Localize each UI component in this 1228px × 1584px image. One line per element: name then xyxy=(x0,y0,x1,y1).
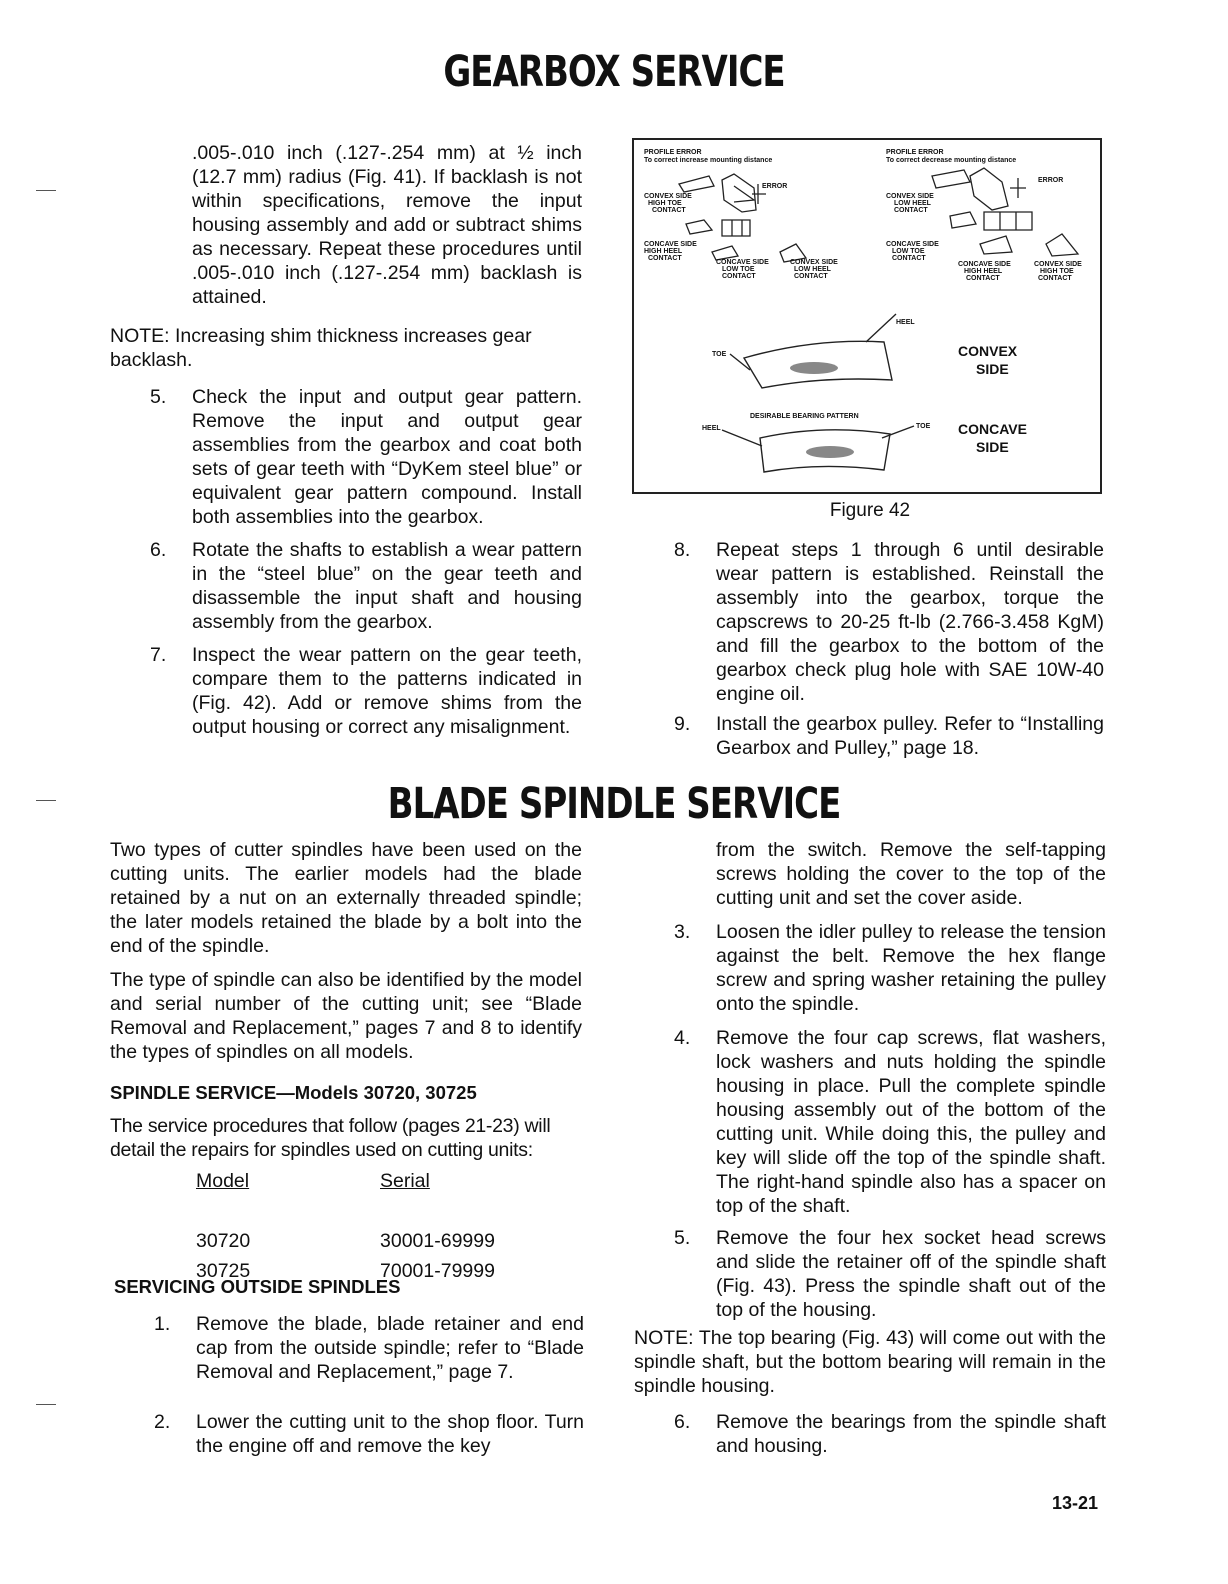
svg-text:CONVEX SIDE: CONVEX SIDE xyxy=(1034,261,1082,268)
table-header-row xyxy=(196,1166,495,1196)
svg-text:CONTACT: CONTACT xyxy=(1038,275,1072,282)
step-number: 7. xyxy=(150,644,167,666)
step-text: Remove the blade, blade retainer and end cap from the outside spindle; refer to “Blade Removal and Replacement,” page 7. xyxy=(196,1313,584,1383)
note-bearing: NOTE: The top bearing (Fig. 43) will come out with the spindle shaft, but the bottom bearing will remain in the spindle housing. xyxy=(634,1327,1106,1397)
svg-text:LOW TOE: LOW TOE xyxy=(722,266,755,273)
svg-text:CONCAVE SIDE: CONCAVE SIDE xyxy=(958,261,1011,268)
figure-caption: Figure 42 xyxy=(829,500,911,521)
step-number: 8. xyxy=(674,539,691,561)
step-9 xyxy=(674,712,1104,760)
step-number: 1. xyxy=(154,1313,171,1335)
svg-text:CONTACT: CONTACT xyxy=(794,273,828,280)
spindle-paragraph-1: Two types of cutter spindles have been used on the cutting units. The earlier models had the blade retained by a nut on an externally threaded spindle; the later models retained the blade by a bolt into the end of the spindle. xyxy=(110,839,582,957)
svg-text:CONTACT: CONTACT xyxy=(648,255,682,262)
step-text: Repeat steps 1 through 6 until desirable wear pattern is established. Reinstall the assembly into the gearbox, torque the capscrews to 20-25 ft-lb (2.766-3.458 KgM) and fill the gearbox to the bottom of the gearbox check plug hole with SAE 10W-40 engine oil. xyxy=(716,539,1104,705)
concave-side-label: SIDE xyxy=(976,439,1009,455)
column-header-serial: Serial xyxy=(380,1169,430,1192)
step-6 xyxy=(150,538,582,634)
subheading-outside-spindles: SERVICING OUTSIDE SPINDLES xyxy=(114,1276,401,1297)
svg-text:HIGH TOE: HIGH TOE xyxy=(648,200,682,207)
margin-mark xyxy=(36,1404,56,1405)
subheading-spindle-service: SPINDLE SERVICE—Models 30720, 30725 xyxy=(110,1082,477,1103)
step-5 xyxy=(150,385,582,529)
table-cell-model: 30720 xyxy=(196,1229,251,1252)
svg-text:HIGH HEEL: HIGH HEEL xyxy=(644,248,683,255)
concave-label: CONCAVE xyxy=(958,421,1027,437)
step-number: 3. xyxy=(674,921,691,943)
svg-text:CONVEX SIDE: CONVEX SIDE xyxy=(886,193,934,200)
step-number: 5. xyxy=(674,1227,691,1249)
svg-text:LOW TOE: LOW TOE xyxy=(892,248,925,255)
svg-text:HIGH TOE: HIGH TOE xyxy=(1040,268,1074,275)
left-profile-error: PROFILE ERROR xyxy=(644,149,702,156)
svg-text:CONTACT: CONTACT xyxy=(894,207,928,214)
convex-heel-label: HEEL xyxy=(896,319,915,326)
step-6-spindle xyxy=(674,1410,1106,1458)
svg-text:LOW HEEL: LOW HEEL xyxy=(894,200,931,207)
svg-text:CONTACT: CONTACT xyxy=(722,273,756,280)
step-number: 6. xyxy=(150,539,167,561)
right-profile-error: PROFILE ERROR xyxy=(886,149,944,156)
figure-42-gear-patterns xyxy=(632,138,1102,494)
convex-label: CONVEX xyxy=(958,343,1018,359)
step-8 xyxy=(674,538,1104,706)
svg-text:CONTACT: CONTACT xyxy=(652,207,686,214)
svg-text:CONCAVE SIDE: CONCAVE SIDE xyxy=(716,259,769,266)
heading-gearbox-service: GEARBOX SERVICE xyxy=(443,47,785,97)
convex-contact-pattern xyxy=(790,362,838,374)
step-2 xyxy=(154,1410,584,1458)
step-text: Lower the cutting unit to the shop floor. Turn the engine off and remove the key xyxy=(196,1411,584,1457)
convex-tooth-drawing xyxy=(730,314,896,388)
svg-text:LOW HEEL: LOW HEEL xyxy=(794,266,831,273)
step-number: 4. xyxy=(674,1027,691,1049)
page-number: 13-21 xyxy=(1052,1493,1099,1513)
step-1 xyxy=(154,1312,584,1384)
column-header-model: Model xyxy=(196,1169,250,1192)
step-number: 2. xyxy=(154,1411,171,1433)
table-cell-model: 30725 xyxy=(196,1259,251,1282)
svg-text:CONVEX SIDE: CONVEX SIDE xyxy=(644,193,692,200)
convex-side-label: SIDE xyxy=(976,361,1009,377)
left-error-label: ERROR xyxy=(762,183,788,190)
margin-mark xyxy=(36,190,56,191)
step-4 xyxy=(674,1026,1106,1218)
concave-toe-label: TOE xyxy=(916,423,931,430)
model-serial-table xyxy=(196,1166,495,1286)
right-error-label: ERROR xyxy=(1038,177,1064,184)
step-text: Check the input and output gear pattern. Remove the input and output gear assemblies from the gearbox and coat both sets of gear teeth with “DyKem steel blue” or equivalent gear pattern compound. Install both assemblies into the gearbox. xyxy=(192,386,582,528)
gear-pattern-diagram xyxy=(634,140,1100,492)
step-text: Loosen the idler pulley to release the tension against the belt. Remove the hex flange screw and spring washer retaining the pulley onto the spindle. xyxy=(716,921,1106,1015)
svg-text:HIGH HEEL: HIGH HEEL xyxy=(964,268,1003,275)
right-profile-sub: To correct decrease mounting distance xyxy=(886,157,1017,164)
step-text: Remove the four cap screws, flat washers, lock washers and nuts holding the spindle housing in place. Pull the complete spindle housing assembly out of the bottom of the cutting unit. While doing this, the pulley and key will slide off the top of the spindle shaft. The right-hand spindle also has a spacer on top of the shaft. xyxy=(716,1027,1106,1217)
step-3 xyxy=(674,920,1106,1016)
heading-blade-spindle-service: BLADE SPINDLE SERVICE xyxy=(387,779,841,829)
step-number: 5. xyxy=(150,386,167,408)
note-backlash: NOTE: Increasing shim thickness increases gear backlash. xyxy=(110,325,532,371)
step-5-spindle xyxy=(674,1226,1106,1322)
step-number: 6. xyxy=(674,1411,691,1433)
step-7 xyxy=(150,643,582,739)
convex-toe-label: TOE xyxy=(712,351,727,358)
svg-text:CONCAVE SIDE: CONCAVE SIDE xyxy=(644,241,697,248)
step-2-continuation: from the switch. Remove the self-tapping screws holding the cover to the top of the cutting unit and set the cover aside. xyxy=(716,839,1106,909)
step-number: 9. xyxy=(674,713,691,735)
step-text: Inspect the wear pattern on the gear teeth, compare them to the patterns indicated in (Fig. 42). Add or remove shims from the output housing or correct any misalignment. xyxy=(192,644,582,738)
concave-contact-pattern xyxy=(806,446,854,458)
desirable-pattern-label: DESIRABLE BEARING PATTERN xyxy=(750,413,859,420)
spindle-paragraph-3: The service procedures that follow (pages 21-23) will detail the repairs for spindles used on cutting units: xyxy=(110,1115,551,1161)
step-text: Rotate the shafts to establish a wear pattern in the “steel blue” on the gear teeth and disassemble the input shaft and housing assembly from the gearbox. xyxy=(192,539,582,633)
step-text: Remove the bearings from the spindle shaft and housing. xyxy=(716,1411,1106,1457)
table-cell-serial: 70001-79999 xyxy=(380,1259,495,1282)
svg-text:CONTACT: CONTACT xyxy=(892,255,926,262)
concave-heel-label: HEEL xyxy=(702,425,721,432)
table-row xyxy=(196,1226,495,1256)
svg-text:CONVEX SIDE: CONVEX SIDE xyxy=(790,259,838,266)
svg-text:CONTACT: CONTACT xyxy=(966,275,1000,282)
step-text: Remove the four hex socket head screws and slide the retainer off of the spindle shaft (Fig. 43). Press the spindle shaft out of the top of the housing. xyxy=(716,1227,1106,1321)
table-cell-serial: 30001-69999 xyxy=(380,1229,495,1252)
step-text: Install the gearbox pulley. Refer to “Installing Gearbox and Pulley,” page 18. xyxy=(716,713,1104,759)
intro-paragraph: .005-.010 inch (.127-.254 mm) at ½ inch (12.7 mm) radius (Fig. 41). If backlash is not within specifications, remove the input housing assembly and add or subtract shims as necessary. Repeat these procedures until .005-.010 inch (.127-.254 mm) backlash is attained. xyxy=(192,142,582,308)
spindle-paragraph-2: The type of spindle can also be identified by the model and serial number of the cutting unit; see “Blade Removal and Replacement,” pages 7 and 8 to identify the types of spindles on all models. xyxy=(110,969,582,1063)
svg-text:CONCAVE SIDE: CONCAVE SIDE xyxy=(886,241,939,248)
left-profile-sub: To correct increase mounting distance xyxy=(644,157,773,164)
